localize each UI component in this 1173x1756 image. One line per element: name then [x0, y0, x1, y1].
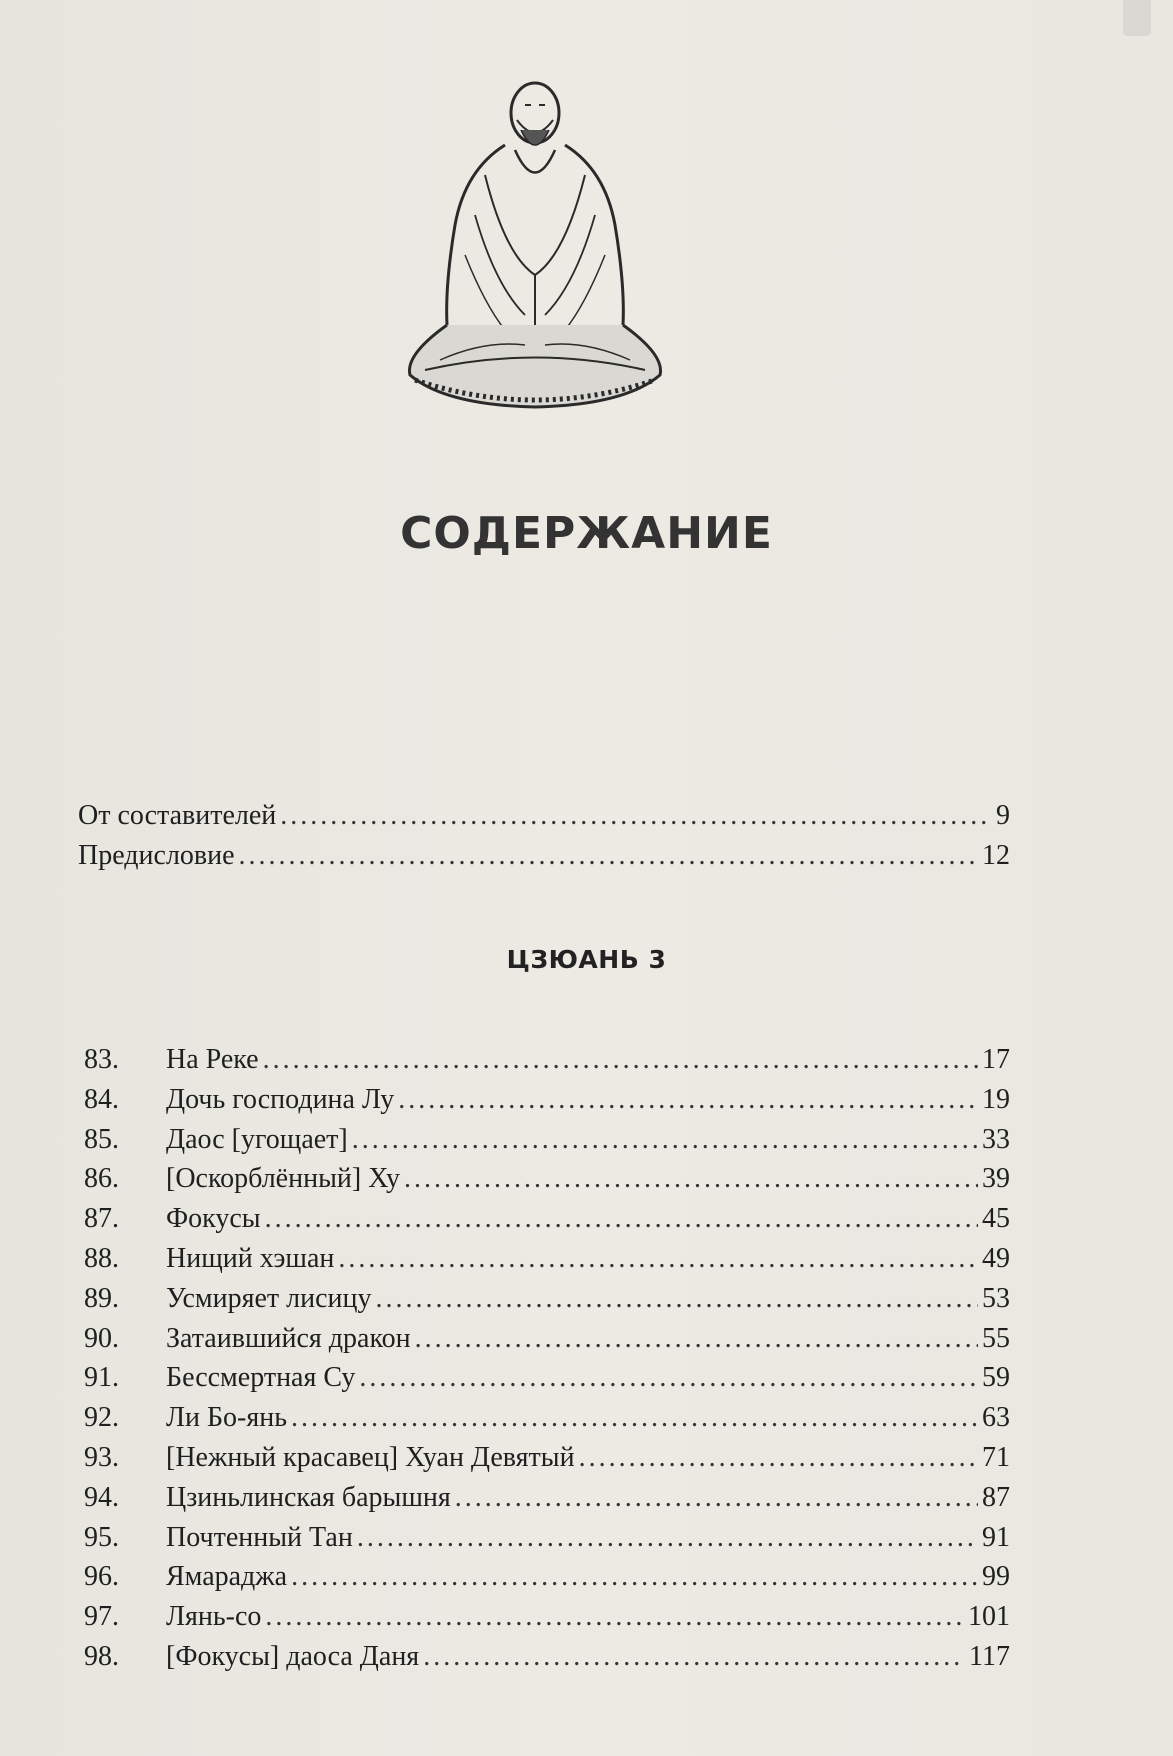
dot-leader — [280, 796, 992, 836]
chapter-list — [84, 1040, 1010, 1677]
entry-title: От составителей — [78, 800, 277, 831]
toc-entry — [84, 1597, 1010, 1637]
entry-page: 91 — [982, 1521, 1010, 1553]
entry-page: 12 — [982, 840, 1010, 871]
entry-number: 88. — [84, 1242, 119, 1274]
toc-entry — [84, 1557, 1010, 1597]
entry-page: 87 — [982, 1481, 1010, 1513]
dot-leader — [265, 1199, 978, 1239]
entry-title: [Нежный красавец] Хуан Девятый — [166, 1441, 575, 1473]
entry-number: 91. — [84, 1362, 119, 1394]
entry-number: 87. — [84, 1203, 119, 1235]
entry-number: 95. — [84, 1521, 119, 1553]
dot-leader — [376, 1279, 979, 1319]
dot-leader — [404, 1159, 978, 1199]
entry-page: 117 — [969, 1640, 1010, 1672]
toc-entry — [84, 1518, 1010, 1558]
toc-entry — [84, 1279, 1010, 1319]
toc-entry — [84, 1398, 1010, 1438]
entry-title: Фокусы — [166, 1203, 261, 1235]
entry-title: Нищий хэшан — [166, 1242, 335, 1274]
entry-title: Дочь господина Лу — [166, 1083, 395, 1115]
entry-page: 53 — [982, 1282, 1010, 1314]
toc-entry — [84, 1080, 1010, 1120]
entry-title: Лянь-со — [166, 1601, 262, 1633]
dot-leader — [579, 1438, 978, 1478]
entry-number: 94. — [84, 1481, 119, 1513]
toc-entry — [78, 796, 1010, 836]
entry-number: 96. — [84, 1561, 119, 1593]
toc-entry — [84, 1120, 1010, 1160]
entry-page: 39 — [982, 1163, 1010, 1195]
toc-entry — [78, 836, 1010, 876]
entry-page: 9 — [996, 800, 1010, 831]
entry-number: 83. — [84, 1044, 119, 1075]
entry-number: 93. — [84, 1441, 119, 1473]
entry-page: 33 — [982, 1123, 1010, 1155]
dot-leader — [263, 1040, 978, 1080]
section-heading: ЦЗЮАНЬ 3 — [506, 945, 667, 974]
entry-page: 55 — [982, 1322, 1010, 1354]
toc-entry — [84, 1239, 1010, 1279]
entry-page: 19 — [982, 1083, 1010, 1115]
page-edge — [1123, 0, 1151, 36]
entry-page: 101 — [968, 1601, 1010, 1633]
dot-leader — [398, 1080, 978, 1120]
toc-entry — [84, 1199, 1010, 1239]
entry-number: 90. — [84, 1322, 119, 1354]
entry-title: Предисловие — [78, 840, 235, 871]
entry-page: 63 — [982, 1402, 1010, 1434]
toc-entry — [84, 1358, 1010, 1398]
dot-leader — [291, 1557, 978, 1597]
toc-entry — [84, 1478, 1010, 1518]
entry-title: Усмиряет лисицу — [166, 1282, 372, 1314]
entry-title: Цзиньлинская барышня — [166, 1481, 451, 1513]
entry-title: На Реке — [166, 1044, 259, 1075]
dot-leader — [357, 1518, 978, 1558]
dot-leader — [423, 1637, 965, 1677]
dot-leader — [455, 1478, 978, 1518]
entry-number: 92. — [84, 1402, 119, 1434]
entry-title: Ли Бо-янь — [166, 1402, 288, 1434]
toc-entry — [84, 1438, 1010, 1478]
entry-title: [Фокусы] даоса Даня — [166, 1640, 420, 1672]
entry-number: 89. — [84, 1282, 119, 1314]
page-title: СОДЕРЖАНИЕ — [400, 508, 773, 559]
entry-number: 86. — [84, 1163, 119, 1195]
dot-leader — [415, 1319, 978, 1359]
entry-title: Почтенный Тан — [166, 1521, 353, 1553]
toc-entry — [84, 1159, 1010, 1199]
entry-page: 71 — [982, 1441, 1010, 1473]
dot-leader — [291, 1398, 978, 1438]
entry-title: [Оскорблённый] Ху — [166, 1163, 400, 1195]
dot-leader — [265, 1597, 964, 1637]
dot-leader — [352, 1120, 978, 1160]
entry-page: 99 — [982, 1561, 1010, 1593]
entry-number: 84. — [84, 1083, 119, 1115]
toc-entry — [84, 1319, 1010, 1359]
entry-number: 98. — [84, 1640, 119, 1672]
dot-leader — [359, 1358, 978, 1398]
entry-page: 17 — [982, 1044, 1010, 1075]
entry-title: Бессмертная Су — [166, 1362, 356, 1394]
entry-page: 49 — [982, 1242, 1010, 1274]
dot-leader — [239, 836, 978, 876]
seated-monk-illustration — [385, 75, 685, 435]
toc-entry — [84, 1637, 1010, 1677]
entry-page: 45 — [982, 1203, 1010, 1235]
entry-title: Ямараджа — [166, 1561, 288, 1593]
entry-title: Затаившийся дракон — [166, 1322, 411, 1354]
toc-entry — [84, 1040, 1010, 1080]
dot-leader — [338, 1239, 978, 1279]
entry-number: 85. — [84, 1123, 119, 1155]
front-matter-list — [78, 796, 1010, 876]
entry-title: Даос [угощает] — [166, 1123, 348, 1155]
entry-page: 59 — [982, 1362, 1010, 1394]
entry-number: 97. — [84, 1601, 119, 1633]
